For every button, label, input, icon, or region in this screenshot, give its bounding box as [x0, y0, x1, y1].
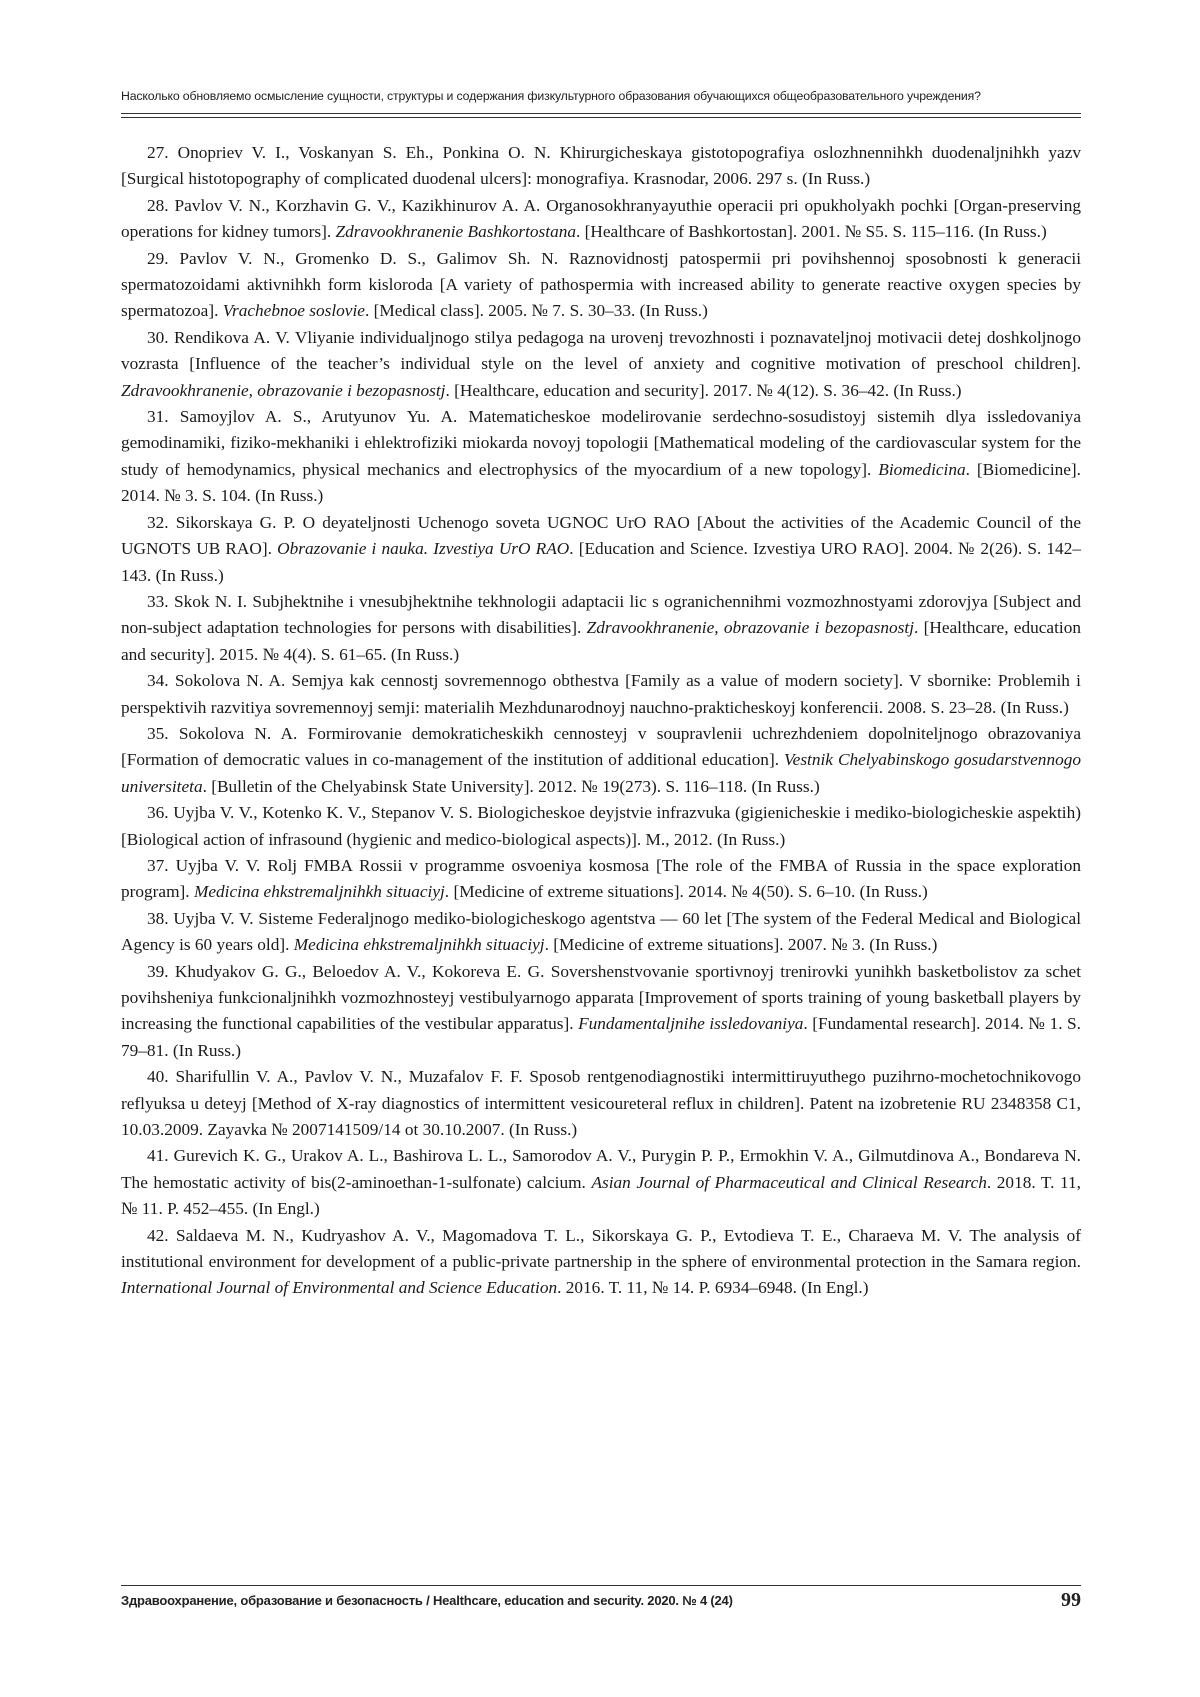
reference-number: 38. — [147, 908, 169, 928]
reference-text: Uyjba V. V. Rolj FMBA Rossii v programme osvoeniya kosmosa [The role of the FMBA of Russia in the space exploration program]. — [121, 855, 1081, 902]
reference-source-title: Vestnik Chelyabinskogo gosudarstvennogo universiteta — [121, 750, 1082, 796]
reference-text: Sharifullin V. A., Pavlov V. N., Muzafalov F. F. Sposob rentgenodiagnostiki intermittiruyuthego puzihrno-mochetochnikovogo reflyuksa u deteyj [Method of X-ray diagnostics of intermittent vesicoureteral reflux in children]. Patent na izobretenie RU 2348358 C1, 10.03.2009. Zayavka № 2007141509/14 ot 30.10.2007. (In Russ.) — [121, 1067, 1081, 1140]
reference-text: Khudyakov G. G., Beloedov A. V., Kokoreva E. G. Sovershenstvovanie sportivnoyj trenirovki yunihkh basketbolistov za schet povihsheniya funkcionaljnihkh vozmozhnosteyj vestibulyarnogo apparata [Improvement of sports training of young basketball players by increasing the functional capabilities of the vestibular apparatus]. — [121, 961, 1081, 1034]
reference-text: Saldaeva M. N., Kudryashov A. V., Magomadova T. L., Sikorskaya G. P., Evtodieva T. E., Charaeva M. V. The analysis of institutional environment for development of a public-private partnership in the sphere of environmental protection in the Samara region. — [121, 1225, 1081, 1272]
reference-source-title: Asian Journal of Pharmaceutical and Clinical Research — [591, 1172, 987, 1192]
reference-list — [121, 140, 1081, 1302]
reference-source-title: Vrachebnoe soslovie — [222, 301, 365, 321]
reference-number: 36. — [147, 803, 169, 823]
running-header: Насколько обновляемо осмысление сущности, структуры и содержания физкультурного образования обучающихся общеобразовательного учреждения? — [121, 89, 981, 103]
reference-text: Gurevich K. G., Urakov A. L., Bashirova L. L., Samorodov A. V., Purygin P. P., Ermokhin V. A., Gilmutdinova A., Bondareva N. The hemostatic activity of bis(2-aminoethan-1-sulfonate) calcium. — [121, 1146, 1081, 1192]
reference-source-title: International Journal of Environmental and Science Education — [121, 1278, 558, 1298]
reference-number: 39. — [147, 961, 169, 981]
reference-number: 34. — [147, 671, 169, 691]
reference-text: Pavlov V. N., Gromenko D. S., Galimov Sh. N. Raznovidnostj patospermii pri povihshennoj sposobnosti k generacii spermatozoidami aktivnihkh form kisloroda [A variety of pathospermia with increased ability to generate reactive oxygen species by spermatozoa]. — [121, 248, 1082, 321]
reference-item — [121, 1143, 1081, 1222]
reference-text: Sokolova N. A. Semjya kak cennostj sovremennogo obthestva [Family as a value of modern society]. V sbornike: Problemih i perspektivih razvitiya sovremennoyj semji: materialih Mezhdunarodnoyj nauchno-prakticheskoyj konferencii. 2008. S. 23–28. (In Russ.) — [121, 671, 1081, 717]
footer-journal-citation: Здравоохранение, образование и безопасность / Healthcare, education and security. 2020. № 4 (24) — [121, 1593, 733, 1608]
reference-text: . [Healthcare, education and security]. 2015. № 4(4). S. 61–65. (In Russ.) — [121, 618, 1081, 664]
reference-item — [121, 140, 1081, 193]
reference-item — [121, 404, 1081, 510]
reference-source-title: Zdravookhranenie Bashkortostana — [335, 222, 577, 242]
reference-text: Rendikova A. V. Vliyanie individualjnogo stilya pedagoga na urovenj trevozhnosti i poznavateljnoj motivacii detej doshkoljnogo vozrasta [Influence of the teacher’s individual style on the level of anxiety and cognitive motivation of preschool children]. — [121, 327, 1081, 374]
page-number: 99 — [1061, 1589, 1081, 1611]
reference-source-title: Medicina ehkstremaljnihkh situaciyj — [193, 882, 445, 902]
reference-number: 28. — [147, 195, 169, 215]
reference-number: 40. — [147, 1067, 169, 1087]
reference-number: 37. — [147, 855, 169, 875]
reference-item — [121, 959, 1081, 1065]
reference-text: . [Biomedicine]. 2014. № 3. S. 104. (In Russ.) — [121, 459, 1082, 506]
reference-item — [121, 510, 1081, 589]
reference-item — [121, 1223, 1081, 1302]
reference-text: . 2018. T. 11, № 11. P. 452–455. (In Engl.) — [121, 1172, 1082, 1219]
reference-text: . [Fundamental research]. 2014. № 1. S. 79–81. (In Russ.) — [121, 1014, 1081, 1060]
reference-number: 30. — [147, 327, 169, 347]
reference-source-title: Zdravookhranenie, obrazovanie i bezopasnostj — [586, 618, 914, 638]
reference-text: Samoyjlov A. S., Arutyunov Yu. A. Matematicheskoe modelirovanie serdechno-sosudistoyj sistemih dlya issledovaniya gemodinamiki, fiziko-mekhaniki i ehlektrofiziki miokarda novoyj topologii [Mathematical modeling of the cardiovascular system for the study of hemodynamics, physical mechanics and electrophysics of the myocardium of a new topology]. — [121, 407, 1081, 479]
reference-item — [121, 800, 1081, 853]
reference-text: . 2016. T. 11, № 14. P. 6934–6948. (In Engl.) — [557, 1278, 869, 1298]
header-rule-upper — [121, 113, 1081, 114]
reference-text: . [Education and Science. Izvestiya URO RAO]. 2004. № 2(26). S. 142–143. (In Russ.) — [121, 539, 1081, 585]
reference-text: . [Healthcare, education and security]. 2017. № 4(12). S. 36–42. (In Russ.) — [445, 380, 962, 400]
reference-text: . [Healthcare of Bashkortostan]. 2001. № S5. S. 115–116. (In Russ.) — [576, 222, 1047, 242]
reference-number: 35. — [147, 723, 169, 743]
reference-text: . [Medicine of extreme situations]. 2014. № 4(50). S. 6–10. (In Russ.) — [444, 882, 928, 902]
reference-number: 32. — [147, 512, 169, 532]
reference-number: 42. — [147, 1225, 169, 1245]
reference-text: . [Medicine of extreme situations]. 2007. № 3. (In Russ.) — [544, 935, 938, 955]
reference-text: Skok N. I. Subjhektnihe i vnesubjhektnihe tekhnologii adaptacii lic s ogranichennihmi vozmozhnostyami zdorovjya [Subject and non-subject adaptation technologies for persons with disabilities]. — [121, 591, 1082, 638]
reference-text: . [Medical class]. 2005. № 7. S. 30–33. (In Russ.) — [364, 301, 708, 321]
reference-item — [121, 668, 1081, 721]
reference-text: Uyjba V. V., Kotenko K. V., Stepanov V. S. Biologicheskoe deyjstvie infrazvuka (gigienicheskie i mediko-biologicheskie aspektih) [Biological action of infrasound (hygienic and medico-biological aspects)]. M., 2012. (In Russ.) — [121, 803, 1082, 849]
reference-item — [121, 721, 1081, 800]
reference-source-title: Medicina ehkstremaljnihkh situaciyj — [293, 935, 545, 955]
reference-source-title: Fundamentaljnihe issledovaniya — [578, 1014, 804, 1034]
reference-source-title: Biomedicina — [878, 459, 966, 479]
header-rule-lower — [121, 117, 1081, 118]
reference-text: Sokolova N. A. Formirovanie demokraticheskikh cennosteyj v soupravlenii uchrezhdeniem dopolniteljnogo obrazovaniya [Formation of democratic values in co-management of the institution of additional education]. — [121, 723, 1081, 770]
reference-text: Sikorskaya G. P. O deyateljnosti Uchenogo soveta UGNOC UrO RAO [About the activities of the Academic Council of the UGNOTS UB RAO]. — [121, 512, 1081, 559]
reference-text: Pavlov V. N., Korzhavin G. V., Kazikhinurov A. A. Organosokhranyayuthie operacii pri opukholyakh pochki [Organ-preserving operations for kidney tumors]. — [121, 195, 1081, 242]
reference-number: 29. — [147, 248, 169, 268]
reference-number: 33. — [147, 591, 169, 611]
reference-item — [121, 906, 1081, 959]
reference-item — [121, 589, 1081, 668]
reference-item — [121, 325, 1081, 404]
footer-rule — [121, 1585, 1081, 1586]
reference-text: Onopriev V. I., Voskanyan S. Eh., Ponkina O. N. Khirurgicheskaya gistotopografiya oslozhnennihkh duodenaljnihkh yazv [Surgical histotopography of complicated duodenal ulcers]: monografiya. Krasnodar, 2006. 297 s. (In Russ.) — [121, 143, 1081, 189]
reference-number: 27. — [147, 143, 169, 162]
reference-item — [121, 1064, 1081, 1143]
reference-item — [121, 193, 1081, 246]
reference-number: 41. — [147, 1146, 169, 1166]
reference-item — [121, 853, 1081, 906]
reference-source-title: Zdravookhranenie, obrazovanie i bezopasnostj — [121, 380, 446, 400]
reference-text: . [Bulletin of the Chelyabinsk State University]. 2012. № 19(273). S. 116–118. (In Russ.) — [202, 776, 820, 796]
reference-text: Uyjba V. V. Sisteme Federaljnogo mediko-biologicheskogo agentstva — 60 let [The system of the Federal Medical and Biological Agency is 60 years old]. — [121, 908, 1081, 955]
reference-item — [121, 246, 1081, 325]
reference-source-title: Obrazovanie i nauka. Izvestiya UrO RAO — [277, 539, 570, 559]
reference-number: 31. — [147, 407, 169, 427]
